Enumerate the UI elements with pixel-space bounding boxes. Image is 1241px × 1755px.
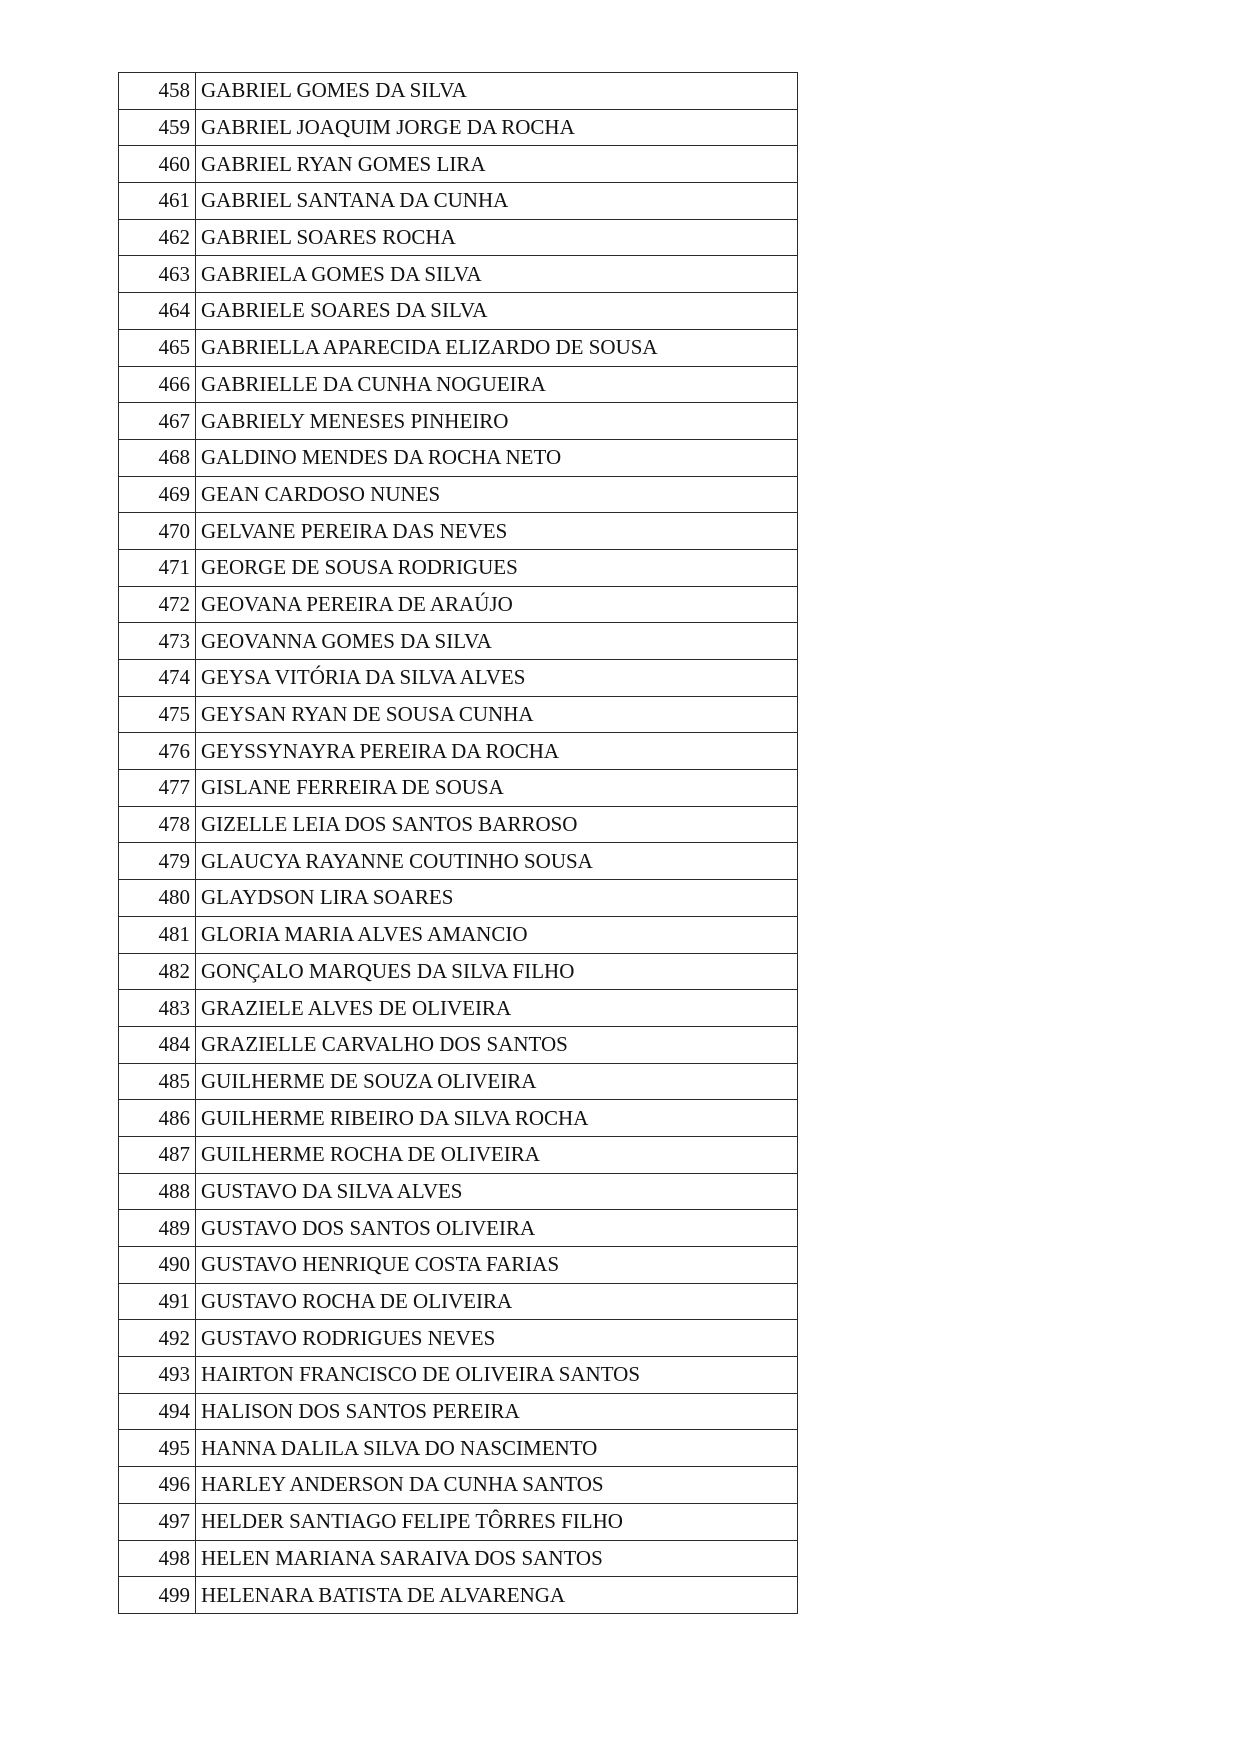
table-row <box>119 1247 798 1284</box>
table-row <box>119 293 798 330</box>
person-name: GEAN CARDOSO NUNES <box>196 476 798 513</box>
table-row <box>119 513 798 550</box>
person-name: GLORIA MARIA ALVES AMANCIO <box>196 916 798 953</box>
person-name: HAIRTON FRANCISCO DE OLIVEIRA SANTOS <box>196 1357 798 1394</box>
table-row <box>119 146 798 183</box>
table-row <box>119 109 798 146</box>
row-number: 496 <box>119 1467 196 1504</box>
person-name: GUSTAVO DOS SANTOS OLIVEIRA <box>196 1210 798 1247</box>
table-row <box>119 733 798 770</box>
row-number: 498 <box>119 1540 196 1577</box>
row-number: 468 <box>119 439 196 476</box>
row-number: 458 <box>119 73 196 110</box>
table-row <box>119 256 798 293</box>
person-name: GUILHERME ROCHA DE OLIVEIRA <box>196 1136 798 1173</box>
person-name: HARLEY ANDERSON DA CUNHA SANTOS <box>196 1467 798 1504</box>
row-number: 467 <box>119 403 196 440</box>
person-name: GABRIELLA APARECIDA ELIZARDO DE SOUSA <box>196 329 798 366</box>
row-number: 499 <box>119 1577 196 1614</box>
person-name: GEOVANA PEREIRA DE ARAÚJO <box>196 586 798 623</box>
row-number: 465 <box>119 329 196 366</box>
table-row <box>119 696 798 733</box>
person-name: GONÇALO MARQUES DA SILVA FILHO <box>196 953 798 990</box>
table-row <box>119 953 798 990</box>
table-row <box>119 1540 798 1577</box>
row-number: 472 <box>119 586 196 623</box>
row-number: 463 <box>119 256 196 293</box>
person-name: GISLANE FERREIRA DE SOUSA <box>196 770 798 807</box>
person-name: GEOVANNA GOMES DA SILVA <box>196 623 798 660</box>
row-number: 481 <box>119 916 196 953</box>
table-row <box>119 1100 798 1137</box>
row-number: 460 <box>119 146 196 183</box>
table-row <box>119 329 798 366</box>
person-name: GUSTAVO RODRIGUES NEVES <box>196 1320 798 1357</box>
person-name: GUILHERME RIBEIRO DA SILVA ROCHA <box>196 1100 798 1137</box>
row-number: 476 <box>119 733 196 770</box>
person-name: GABRIELE SOARES DA SILVA <box>196 293 798 330</box>
person-name: HALISON DOS SANTOS PEREIRA <box>196 1393 798 1430</box>
row-number: 492 <box>119 1320 196 1357</box>
table-row <box>119 73 798 110</box>
table-row <box>119 476 798 513</box>
person-name: GABRIELY MENESES PINHEIRO <box>196 403 798 440</box>
person-name: GABRIEL SANTANA DA CUNHA <box>196 183 798 220</box>
table-row <box>119 880 798 917</box>
table-row <box>119 366 798 403</box>
row-number: 469 <box>119 476 196 513</box>
person-name: HELEN MARIANA SARAIVA DOS SANTOS <box>196 1540 798 1577</box>
table-row <box>119 586 798 623</box>
table-row <box>119 1503 798 1540</box>
table-row <box>119 843 798 880</box>
table-row <box>119 1577 798 1614</box>
person-name: HELDER SANTIAGO FELIPE TÔRRES FILHO <box>196 1503 798 1540</box>
row-number: 497 <box>119 1503 196 1540</box>
person-name: HANNA DALILA SILVA DO NASCIMENTO <box>196 1430 798 1467</box>
table-row <box>119 183 798 220</box>
row-number: 459 <box>119 109 196 146</box>
row-number: 470 <box>119 513 196 550</box>
row-number: 488 <box>119 1173 196 1210</box>
person-name: GRAZIELLE CARVALHO DOS SANTOS <box>196 1026 798 1063</box>
person-name: GUILHERME DE SOUZA OLIVEIRA <box>196 1063 798 1100</box>
person-name: HELENARA BATISTA DE ALVARENGA <box>196 1577 798 1614</box>
row-number: 494 <box>119 1393 196 1430</box>
row-number: 461 <box>119 183 196 220</box>
row-number: 493 <box>119 1357 196 1394</box>
table-row <box>119 219 798 256</box>
table-row <box>119 1283 798 1320</box>
row-number: 482 <box>119 953 196 990</box>
person-name: GABRIEL RYAN GOMES LIRA <box>196 146 798 183</box>
person-name: GRAZIELE ALVES DE OLIVEIRA <box>196 990 798 1027</box>
table-row <box>119 1467 798 1504</box>
person-name: GABRIELA GOMES DA SILVA <box>196 256 798 293</box>
table-row <box>119 1173 798 1210</box>
table-row <box>119 1136 798 1173</box>
row-number: 466 <box>119 366 196 403</box>
table-row <box>119 403 798 440</box>
row-number: 480 <box>119 880 196 917</box>
row-number: 462 <box>119 219 196 256</box>
table-row <box>119 806 798 843</box>
row-number: 474 <box>119 660 196 697</box>
table-row <box>119 1063 798 1100</box>
name-list-body <box>119 73 798 1614</box>
row-number: 478 <box>119 806 196 843</box>
row-number: 479 <box>119 843 196 880</box>
person-name: GEYSSYNAYRA PEREIRA DA ROCHA <box>196 733 798 770</box>
table-row <box>119 1210 798 1247</box>
person-name: GLAYDSON LIRA SOARES <box>196 880 798 917</box>
person-name: GLAUCYA RAYANNE COUTINHO SOUSA <box>196 843 798 880</box>
person-name: GUSTAVO DA SILVA ALVES <box>196 1173 798 1210</box>
name-list-table <box>118 72 798 1614</box>
table-row <box>119 439 798 476</box>
row-number: 473 <box>119 623 196 660</box>
row-number: 486 <box>119 1100 196 1137</box>
row-number: 491 <box>119 1283 196 1320</box>
table-row <box>119 1320 798 1357</box>
person-name: GABRIELLE DA CUNHA NOGUEIRA <box>196 366 798 403</box>
table-row <box>119 623 798 660</box>
person-name: GABRIEL SOARES ROCHA <box>196 219 798 256</box>
person-name: GABRIEL GOMES DA SILVA <box>196 73 798 110</box>
person-name: GUSTAVO ROCHA DE OLIVEIRA <box>196 1283 798 1320</box>
row-number: 475 <box>119 696 196 733</box>
row-number: 471 <box>119 549 196 586</box>
person-name: GUSTAVO HENRIQUE COSTA FARIAS <box>196 1247 798 1284</box>
table-row <box>119 1393 798 1430</box>
person-name: GEORGE DE SOUSA RODRIGUES <box>196 549 798 586</box>
row-number: 484 <box>119 1026 196 1063</box>
table-row <box>119 916 798 953</box>
person-name: GEYSA VITÓRIA DA SILVA ALVES <box>196 660 798 697</box>
row-number: 490 <box>119 1247 196 1284</box>
row-number: 464 <box>119 293 196 330</box>
table-row <box>119 990 798 1027</box>
person-name: GABRIEL JOAQUIM JORGE DA ROCHA <box>196 109 798 146</box>
person-name: GIZELLE LEIA DOS SANTOS BARROSO <box>196 806 798 843</box>
table-row <box>119 660 798 697</box>
table-row <box>119 770 798 807</box>
row-number: 485 <box>119 1063 196 1100</box>
person-name: GALDINO MENDES DA ROCHA NETO <box>196 439 798 476</box>
row-number: 477 <box>119 770 196 807</box>
table-row <box>119 549 798 586</box>
person-name: GEYSAN RYAN DE SOUSA CUNHA <box>196 696 798 733</box>
row-number: 489 <box>119 1210 196 1247</box>
table-row <box>119 1430 798 1467</box>
person-name: GELVANE PEREIRA DAS NEVES <box>196 513 798 550</box>
row-number: 487 <box>119 1136 196 1173</box>
table-row <box>119 1026 798 1063</box>
table-row <box>119 1357 798 1394</box>
row-number: 495 <box>119 1430 196 1467</box>
row-number: 483 <box>119 990 196 1027</box>
